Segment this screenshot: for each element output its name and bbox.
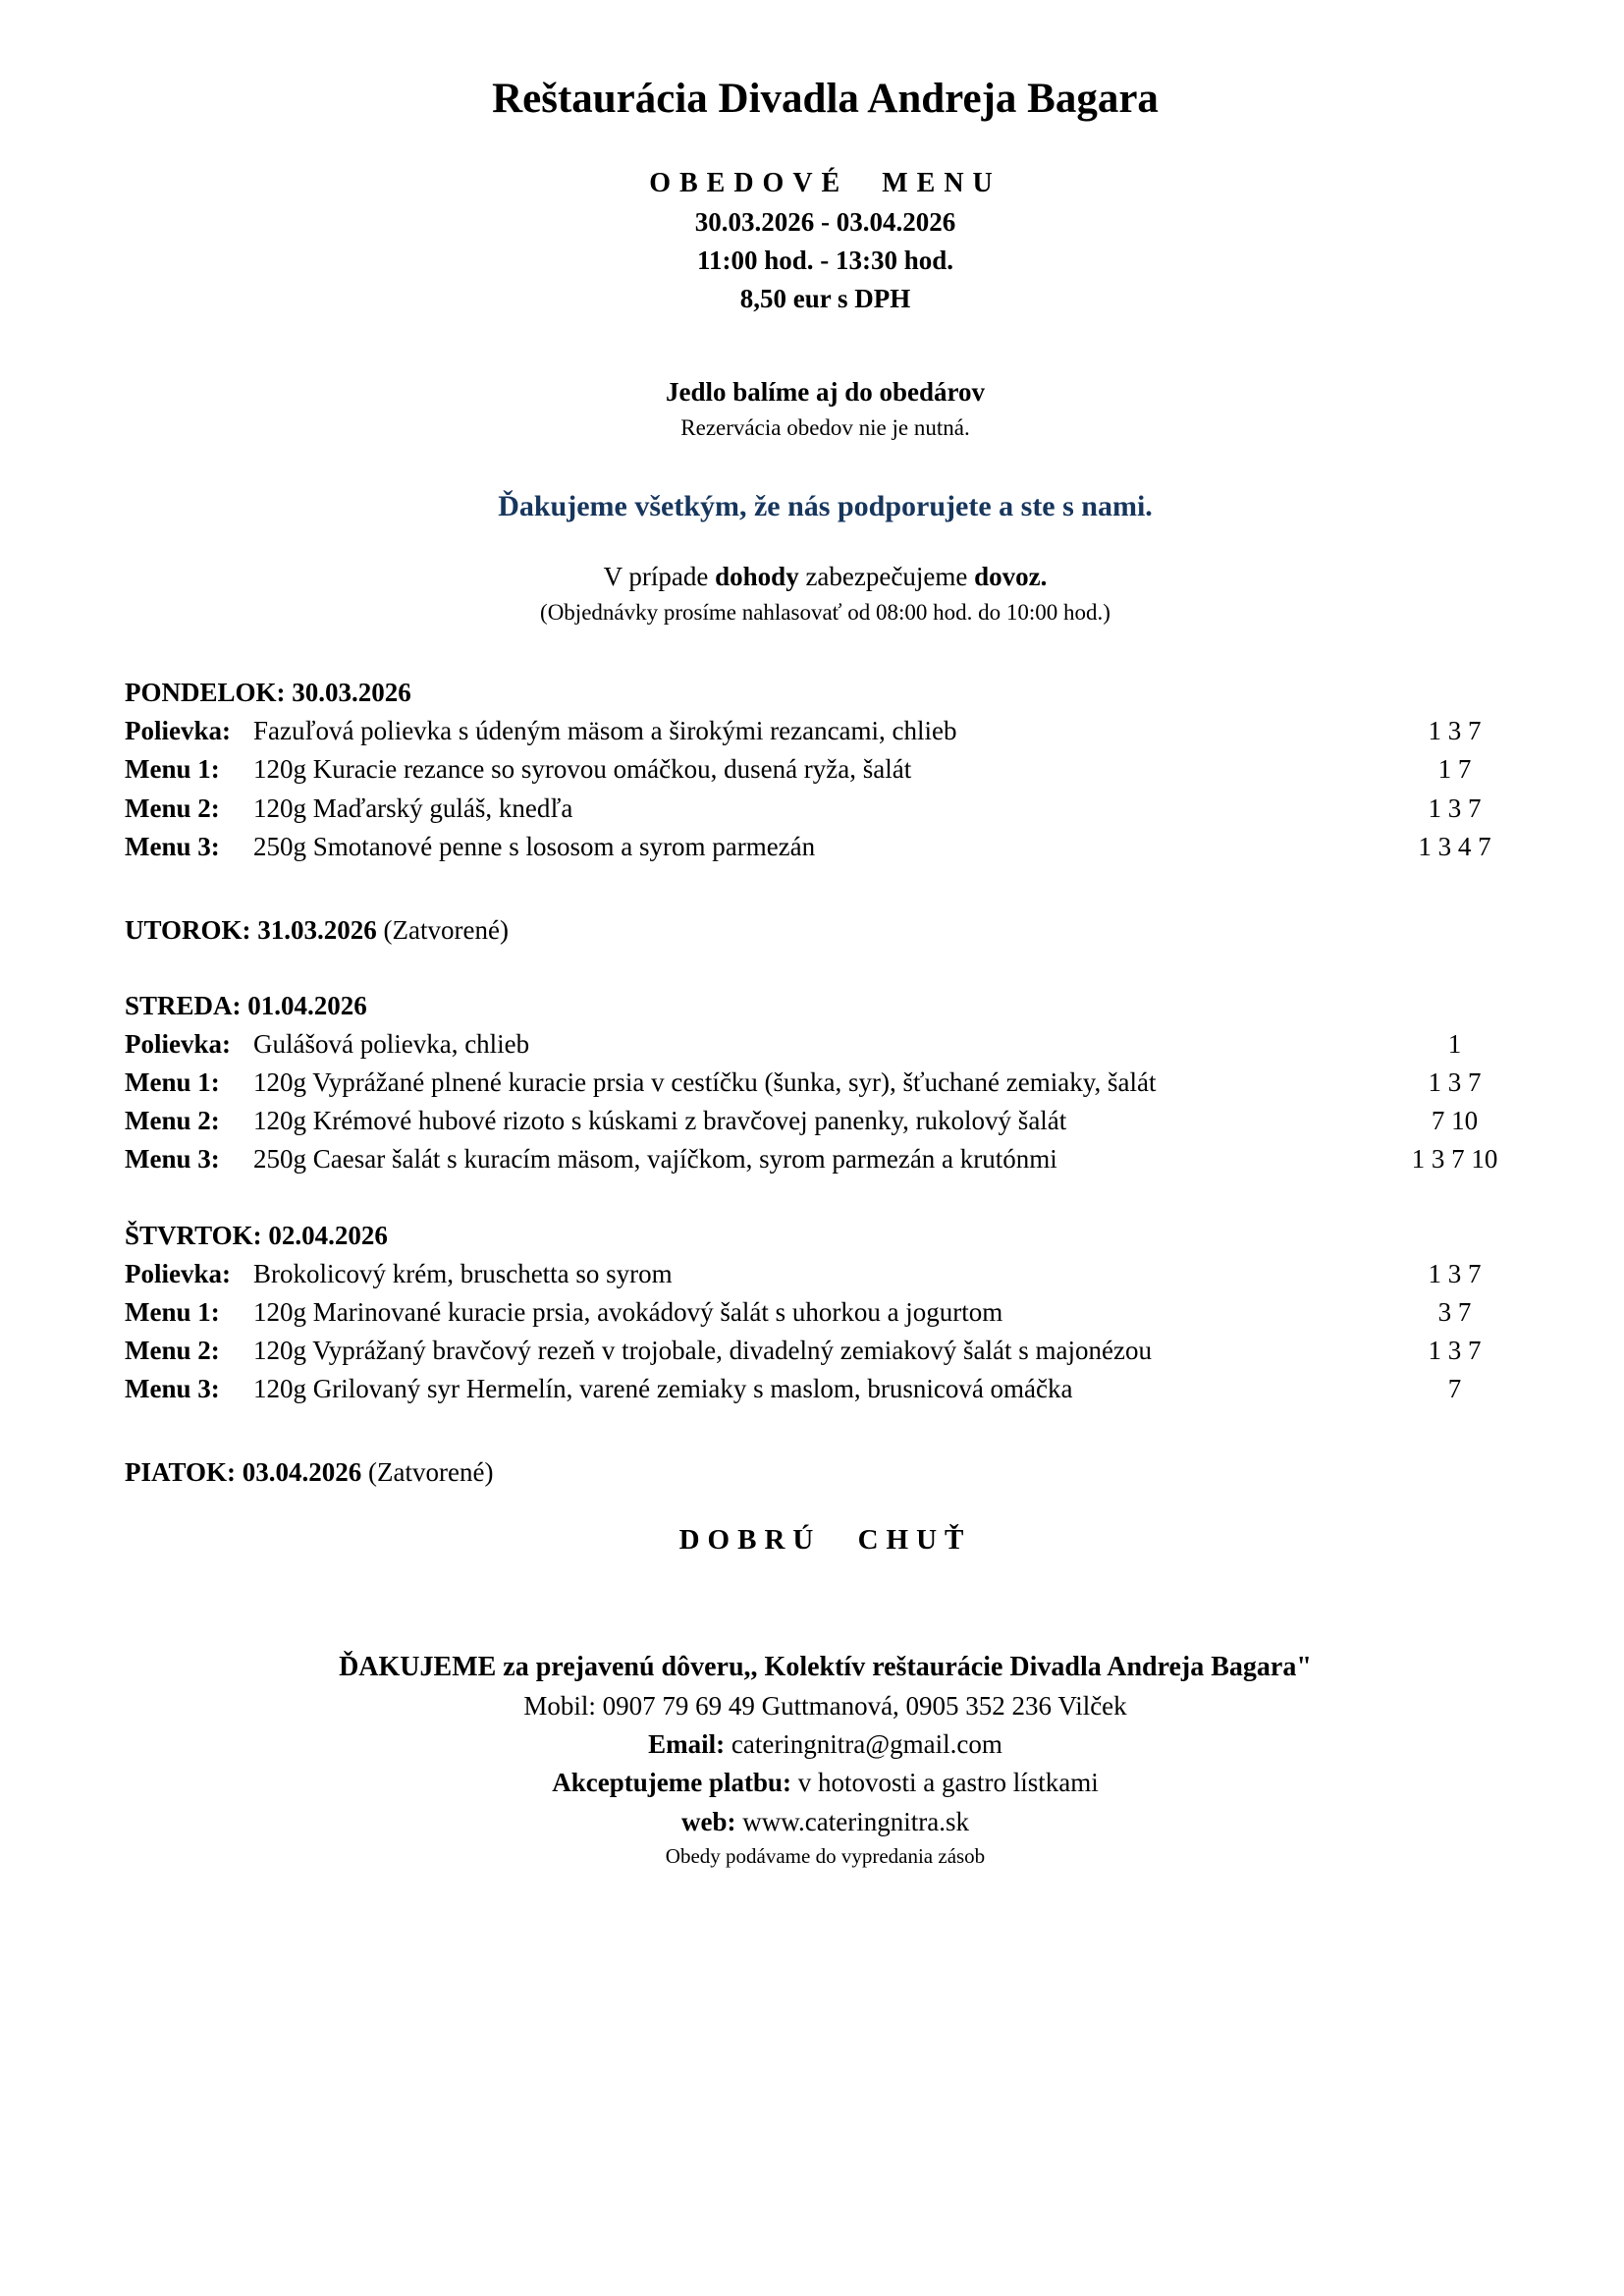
reservation-note: Rezervácia obedov nie je nutná. [680,414,970,440]
day-header-stvrtok [125,1217,1526,1255]
menu-row [125,750,1526,789]
dish-description: 120g Grilovaný syr Hermelín, varené zemiaky s maslom, brusnicová omáčka [253,1374,1073,1404]
dish-label: Menu 1: [125,754,220,785]
dish-label: Menu 1: [125,1296,220,1327]
dish-description: 120g Krémové hubové rizoto s kúskami z bravčovej panenky, rukolový šalát [253,1106,1067,1136]
delivery-prefix: V prípade [603,561,716,591]
allergen-numbers: 7 [1447,1374,1462,1404]
stock-note: Obedy podávame do vypredania zásob [665,1843,986,1868]
dish-label: Menu 3: [125,1144,220,1175]
menu-title: OBEDOVÉ MENU [649,167,1001,198]
delivery-middle: zabezpečujeme [798,561,975,591]
dish-description: Brokolicový krém, bruschetta so syrom [253,1258,673,1288]
menu-row [125,1255,1526,1293]
dish-label: Menu 3: [125,831,220,861]
dish-description: 250g Caesar šalát s kuracím mäsom, vajíčkom, syrom parmezán a krutónmi [253,1144,1057,1175]
dish-label: Polievka: [125,1029,231,1060]
email-line [125,1725,1526,1764]
delivery-bold-word2: dovoz. [974,561,1048,591]
web-label: web: [681,1806,736,1836]
email-label: Email: [648,1729,726,1760]
payment-line [125,1764,1526,1802]
allergen-numbers: 1 3 4 7 [1418,831,1491,861]
allergen-numbers: 1 3 7 [1428,1336,1482,1366]
day-name: STREDA: 01.04.2026 [125,990,367,1020]
footer-thanks: ĎAKUJEME za prejavenú dôveru,, Kolektív reštaurácie Divadla Andreja Bagara" [339,1651,1312,1682]
restaurant-title: Reštaurácia Divadla Andreja Bagara [492,76,1159,122]
day-header-pondelok [125,674,1526,712]
allergen-numbers: 1 3 7 [1428,716,1482,746]
dish-description: 120g Vyprážané plnené kuracie prsia v cestíčku (šunka, syr), šťuchané zemiaky, šalát [253,1067,1157,1098]
web-line [125,1803,1526,1841]
delivery-bold-word: dohody [715,561,799,591]
payment-value: v hotovosti a gastro lístkami [797,1768,1099,1798]
dish-label: Menu 2: [125,1106,220,1136]
dish-label: Menu 2: [125,793,220,823]
menu-row [125,1025,1526,1064]
menu-row [125,1140,1526,1178]
opening-hours: 11:00 hod. - 13:30 hod. [696,246,954,276]
dish-label: Polievka: [125,1258,231,1288]
email-value: cateringnitra@gmail.com [731,1729,1002,1760]
dish-label: Menu 1: [125,1067,220,1098]
date-range: 30.03.2026 - 03.04.2026 [694,207,956,238]
menu-row [125,1064,1526,1102]
mobile-contact: Mobil: 0907 79 69 49 Guttmanová, 0905 352 236 Vilček [523,1691,1127,1722]
allergen-numbers: 3 7 [1437,1296,1472,1327]
orders-note: (Objednávky prosíme nahlasovať od 08:00 hod. do 10:00 hod.) [540,599,1110,625]
day-closed-note: (Zatvorené) [383,914,509,945]
allergen-numbers: 1 3 7 [1428,1258,1482,1288]
dish-description: 120g Maďarský guláš, knedľa [253,793,573,823]
menu-row [125,1102,1526,1140]
day-header-utorok [125,911,1526,950]
dish-description: Fazuľová polievka s údeným mäsom a širokými rezancami, chlieb [253,716,957,746]
day-name: PIATOK: 03.04.2026 [125,1457,362,1488]
dish-label: Menu 2: [125,1336,220,1366]
day-header-streda [125,987,1526,1025]
day-header-piatok [125,1453,1526,1492]
menu-row [125,828,1526,866]
dish-label: Polievka: [125,716,231,746]
dish-description: 120g Marinované kuracie prsia, avokádový šalát s uhorkou a jogurtom [253,1296,1003,1327]
web-value: www.cateringnitra.sk [742,1806,969,1836]
day-name: PONDELOK: 30.03.2026 [125,678,411,708]
dish-description: 120g Vyprážaný bravčový rezeň v trojobale, divadelný zemiakový šalát s majonézou [253,1336,1152,1366]
dish-description: 250g Smotanové penne s lososom a syrom parmezán [253,831,816,861]
payment-label: Akceptujeme platbu: [552,1768,791,1798]
allergen-numbers: 1 3 7 10 [1411,1144,1498,1175]
menu-row [125,1332,1526,1370]
bon-appetit: DOBRÚ CHUŤ [678,1524,972,1557]
dish-label: Menu 3: [125,1374,220,1404]
menu-row [125,1370,1526,1408]
day-name: ŠTVRTOK: 02.04.2026 [125,1220,388,1250]
price: 8,50 eur s DPH [739,284,911,314]
dish-description: 120g Kuracie rezance so syrovou omáčkou, dusená ryža, šalát [253,754,912,785]
packing-note: Jedlo balíme aj do obedárov [665,376,985,407]
day-closed-note: (Zatvorené) [368,1457,494,1488]
allergen-numbers: 1 3 7 [1428,793,1482,823]
menu-row [125,712,1526,750]
thanks-message: Ďakujeme všetkým, že nás podporujete a ste s nami. [498,490,1153,523]
allergen-numbers: 7 10 [1431,1106,1479,1136]
delivery-note [125,558,1526,596]
menu-row [125,790,1526,828]
allergen-numbers: 1 [1447,1029,1462,1060]
allergen-numbers: 1 3 7 [1428,1067,1482,1098]
allergen-numbers: 1 7 [1437,754,1472,785]
day-name: UTOROK: 31.03.2026 [125,914,377,945]
dish-description: Gulášová polievka, chlieb [253,1029,530,1060]
menu-row [125,1293,1526,1332]
